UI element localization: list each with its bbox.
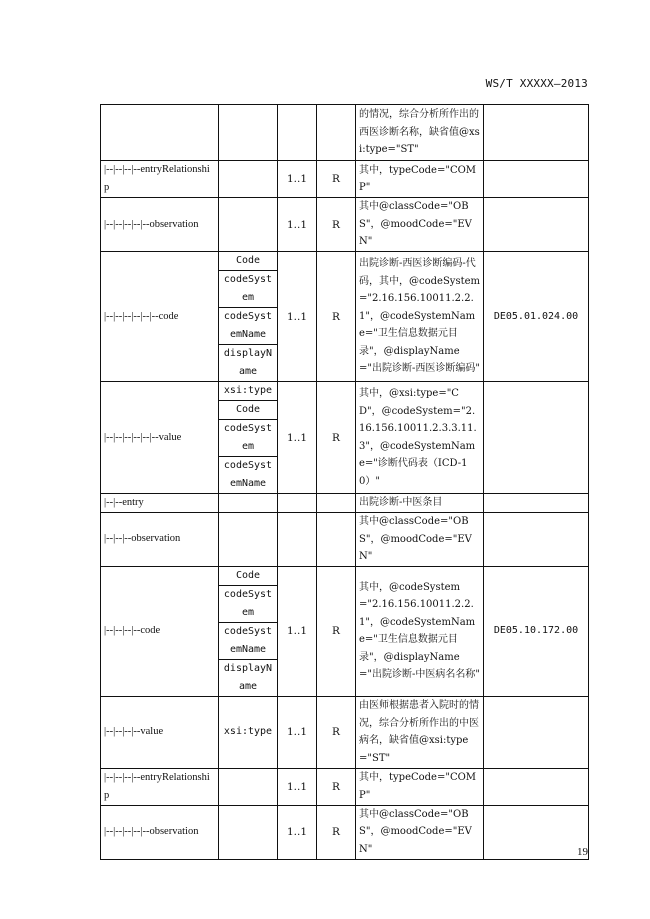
- attribute-cell: [219, 494, 278, 513]
- cardinality-cell: 1..1: [278, 382, 317, 494]
- attribute-item: codeSystemName: [219, 456, 277, 493]
- attribute-item: Code: [219, 400, 277, 419]
- attribute-item: Code: [235, 255, 261, 266]
- attribute-cell: [219, 696, 278, 768]
- element-name-cell: |--|--|--|--value: [101, 696, 219, 768]
- data-element-cell: [484, 513, 589, 567]
- attribute-cell: [219, 382, 278, 494]
- cardinality-cell: 1..1: [278, 198, 317, 252]
- constraint-cell: R: [317, 805, 356, 859]
- attribute-cell: [219, 805, 278, 859]
- element-name-cell: |--|--|--|--|--|--value: [101, 382, 219, 494]
- table-row: [101, 252, 589, 382]
- element-name-cell: |--|--entry: [101, 494, 219, 513]
- data-element-cell: [484, 382, 589, 494]
- attribute-cell: [219, 252, 278, 382]
- data-element-cell: DE05.01.024.00: [484, 252, 589, 382]
- description-cell: 由医师根据患者入院时的情况，综合分析所作出的中医病名，缺省值@xsi:type="ST": [356, 696, 484, 768]
- element-name-cell: |--|--|--|--entryRelationship: [101, 768, 219, 805]
- constraint-cell: R: [317, 768, 356, 805]
- cardinality-cell: 1..1: [278, 696, 317, 768]
- table-row: [101, 105, 589, 161]
- document-header: WS/T XXXXX—2013: [485, 77, 588, 90]
- data-element-cell: [484, 768, 589, 805]
- attribute-item: xsi:type: [223, 385, 273, 396]
- description-cell: 其中，typeCode="COMP": [356, 768, 484, 805]
- data-element-cell: [484, 696, 589, 768]
- data-element-cell: DE05.10.172.00: [484, 566, 589, 696]
- attribute-cell: [219, 105, 278, 161]
- attribute-item: codeSystem: [219, 419, 277, 456]
- attribute-item: codeSystemName: [219, 307, 277, 344]
- element-name-cell: |--|--|--|--code: [101, 566, 219, 696]
- page-number: 19: [577, 846, 588, 858]
- attribute-item: xsi:type: [223, 726, 273, 737]
- table-row: [101, 382, 589, 494]
- data-element-cell: [484, 494, 589, 513]
- attribute-item: Code: [235, 569, 261, 581]
- cardinality-cell: [278, 105, 317, 161]
- attribute-cell: [219, 768, 278, 805]
- spec-table-body: [101, 105, 589, 860]
- description-cell: 出院诊断-中医条目: [356, 494, 484, 513]
- data-element-cell: [484, 161, 589, 198]
- description-cell: 的情况，综合分析所作出的西医诊断名称，缺省值@xsi:type="ST": [356, 105, 484, 161]
- cardinality-cell: [278, 513, 317, 567]
- constraint-cell: R: [317, 252, 356, 382]
- constraint-cell: R: [317, 566, 356, 696]
- cardinality-cell: 1..1: [278, 161, 317, 198]
- attribute-cell: [219, 198, 278, 252]
- constraint-cell: [317, 494, 356, 513]
- cardinality-cell: 1..1: [278, 252, 317, 382]
- description-cell: 其中@classCode="OBS"，@moodCode="EVN": [356, 805, 484, 859]
- constraint-cell: R: [317, 382, 356, 494]
- cardinality-cell: 1..1: [278, 566, 317, 696]
- table-row: [101, 198, 589, 252]
- element-name-cell: |--|--|--|--|--observation: [101, 805, 219, 859]
- attribute-item: displayName: [219, 659, 277, 696]
- table-row: [101, 696, 589, 768]
- cardinality-cell: 1..1: [278, 768, 317, 805]
- attribute-item: codeSystemName: [219, 622, 277, 659]
- table-row: [101, 805, 589, 859]
- table-row: [101, 566, 589, 696]
- description-cell: 出院诊断-西医诊断编码-代码，其中，@codeSystem="2.16.156.10011.2.2.1"，@codeSystemName="卫生信息数据元目录"，@displayName="出院诊断-西医诊断编码": [356, 252, 484, 382]
- element-name-cell: [101, 105, 219, 161]
- attribute-item: codeSystem: [219, 270, 277, 307]
- element-name-cell: |--|--|--|--entryRelationship: [101, 161, 219, 198]
- cardinality-cell: [278, 494, 317, 513]
- description-cell: 其中@classCode="OBS"，@moodCode="EVN": [356, 198, 484, 252]
- table-row: [101, 161, 589, 198]
- constraint-cell: [317, 105, 356, 161]
- attribute-item: displayName: [219, 344, 277, 381]
- cardinality-cell: 1..1: [278, 805, 317, 859]
- element-name-cell: |--|--|--|--|--observation: [101, 198, 219, 252]
- element-name-cell: |--|--|--observation: [101, 513, 219, 567]
- description-cell: 其中，@codeSystem="2.16.156.10011.2.2.1"，@codeSystemName="卫生信息数据元目录"，@displayName="出院诊断-中医病名名称": [356, 566, 484, 696]
- table-row: [101, 513, 589, 567]
- description-cell: 其中@classCode="OBS"，@moodCode="EVN": [356, 513, 484, 567]
- constraint-cell: R: [317, 198, 356, 252]
- data-element-cell: [484, 805, 589, 859]
- element-name-cell: |--|--|--|--|--|--code: [101, 252, 219, 382]
- description-cell: 其中，typeCode="COMP": [356, 161, 484, 198]
- description-cell: 其中，@xsi:type="CD"，@codeSystem="2.16.156.10011.2.3.3.11.3"，@codeSystemName="诊断代码表（ICD-10）": [356, 382, 484, 494]
- attribute-cell: [219, 161, 278, 198]
- table-row: [101, 494, 589, 513]
- table-row: [101, 768, 589, 805]
- spec-table: [100, 104, 589, 860]
- attribute-cell: [219, 566, 278, 696]
- data-element-cell: [484, 198, 589, 252]
- data-element-cell: [484, 105, 589, 161]
- constraint-cell: R: [317, 161, 356, 198]
- constraint-cell: [317, 513, 356, 567]
- attribute-item: codeSystem: [219, 585, 277, 622]
- constraint-cell: R: [317, 696, 356, 768]
- attribute-cell: [219, 513, 278, 567]
